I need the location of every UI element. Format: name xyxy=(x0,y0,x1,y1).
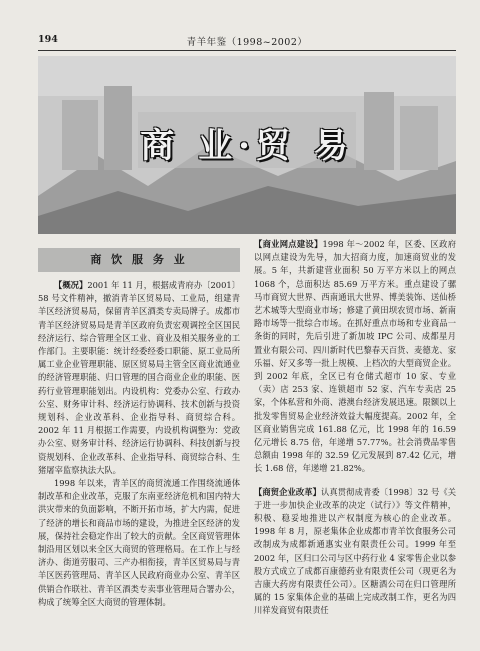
paragraph-tag: 【概况】 xyxy=(54,280,88,290)
section-heading: 商 饮 服 务 业 xyxy=(38,248,240,272)
reform-paragraph xyxy=(254,486,456,618)
running-title: 青羊年鉴（1998~2002） xyxy=(186,37,308,48)
network-paragraph xyxy=(254,238,456,476)
chapter-banner xyxy=(38,56,456,234)
page-header xyxy=(38,34,456,48)
left-column xyxy=(38,248,240,609)
chapter-title: 商 业·贸 易 xyxy=(140,126,354,166)
header-rule xyxy=(38,50,456,51)
paragraph-text: 1998 年～2002 年，区委、区政府以网点建设为先导，加大招商力度，加速商贸业的发展。5 年，共新建营业面积 50 万平方米以上的网点 1068 个，总面积达 85.69 万平方米。重点建设了骡马市商贸大世界、西南通讯大世界、博美装饰、送仙桥艺术城等大型商业市场；修建了黄田坝农贸市场、新南路市场等一批综合市场。在抓好重点市场和专业商品一条街的同时，先后引进了新加坡 IPC 公司、成都星月置业有限公司、四川新时代巴黎春天百货、麦德龙、家乐福、好又多等一批上规模、上档次的大型商贸企业。到 2002 年底，全区已有仓储式超市 10 家、专业（卖）店 253 家、连锁超市 52 家、汽车专卖店 25 家，个体私营和外商、港澳台经济发展迅速。限额以上批发零售贸易企业经济效益大幅度提高。2002 年，全区商业销售完成 161.88 亿元，比 1998 年的 16.59 亿元增长 8.75 倍，年递增 57.77%。社会消费品零售总额由 1998 年的 32.59 亿元发展到 87.42 亿元，增长 1.68 倍，年递增 21.82%。 xyxy=(254,239,456,474)
page-number: 194 xyxy=(38,34,58,45)
body-paragraph: 1998 年以来，青羊区的商贸流通工作围绕流通体制改革和企业改革，克服了东南亚经济危机和国内特大洪灾带来的负面影响，不断开拓市场，扩大内需，促进了经济的增长和商品市场的建设，为推进全区经济的发展，保持社会稳定作出了较大的贡献。全区商贸管理体制沿用区划以来全区大商贸的管理格局。在工作上与经济办、街道劳服司、三产办相衔接，青羊区贸易局与青羊区医药管理局、青羊区人民政府商业办公室、青羊区供销合作联社、青羊区酒类专卖事业管理局合署办公，构成了统筹全区大商贸的管理体制。 xyxy=(38,478,240,607)
paragraph-tag: 【商业网点建设】 xyxy=(254,239,323,249)
paragraph-gap xyxy=(254,476,456,486)
paragraph-text: 认真贯彻成青委〔1998〕32 号《关于进一步加快企业改革的决定（试行）》等文件精神，积极、稳妥地推进以产权制度为核心的企业改革。1998 年 8 月，原老集体企业成都市青羊饮食服务公司改制成为成都新通惠实业有限责任公司。1999 年至 2002 年，区归口公司与区中药行业 4 家零售企业以参股方式成立了成都百康德药业有限责任公司（现更名为吉康大药房有限责任公司）。区糖酒公司在归口管理所属的 15 家集体企业的基础上完成改制工作，更名为四川祥发商贸有限责任 xyxy=(254,486,456,616)
right-column xyxy=(254,238,456,618)
overview-paragraph xyxy=(38,279,240,477)
paragraph-tag: 【商贸企业改革】 xyxy=(254,486,322,497)
paragraph-text: 2001 年 11 月，根据成青府办〔2001〕58 号文件精神，撤消青羊区贸易局、工业局，组建青羊区经济贸易局，保留青羊区酒类专卖局牌子。成都市青羊区经济贸易局是青羊区政府负责宏观调控全区国民经济运行、综合管理全区工业、商业及相关服务业的工作部门。主要职能：统计经委经委口职能、原工业局所属工业企业管理职能、原区贸易局主管全区商业流通业的经济管理职能、归口管理的国合商业企业的职能、医药行业管理职能划出。内设机构：党委办公室、行政办公室、财务审计科、经济运行协调科、技术创新与投资规划科、企业改革科、企业指导科、商贸综合科。2002 年 11 月根据工作需要，内设机构调整为：党政办公室、财务审计科、经济运行协调科、科技创新与投资规划科、企业改革科、企业指导科、商贸综合科、生猪屠宰监察执法大队。 xyxy=(38,280,240,475)
